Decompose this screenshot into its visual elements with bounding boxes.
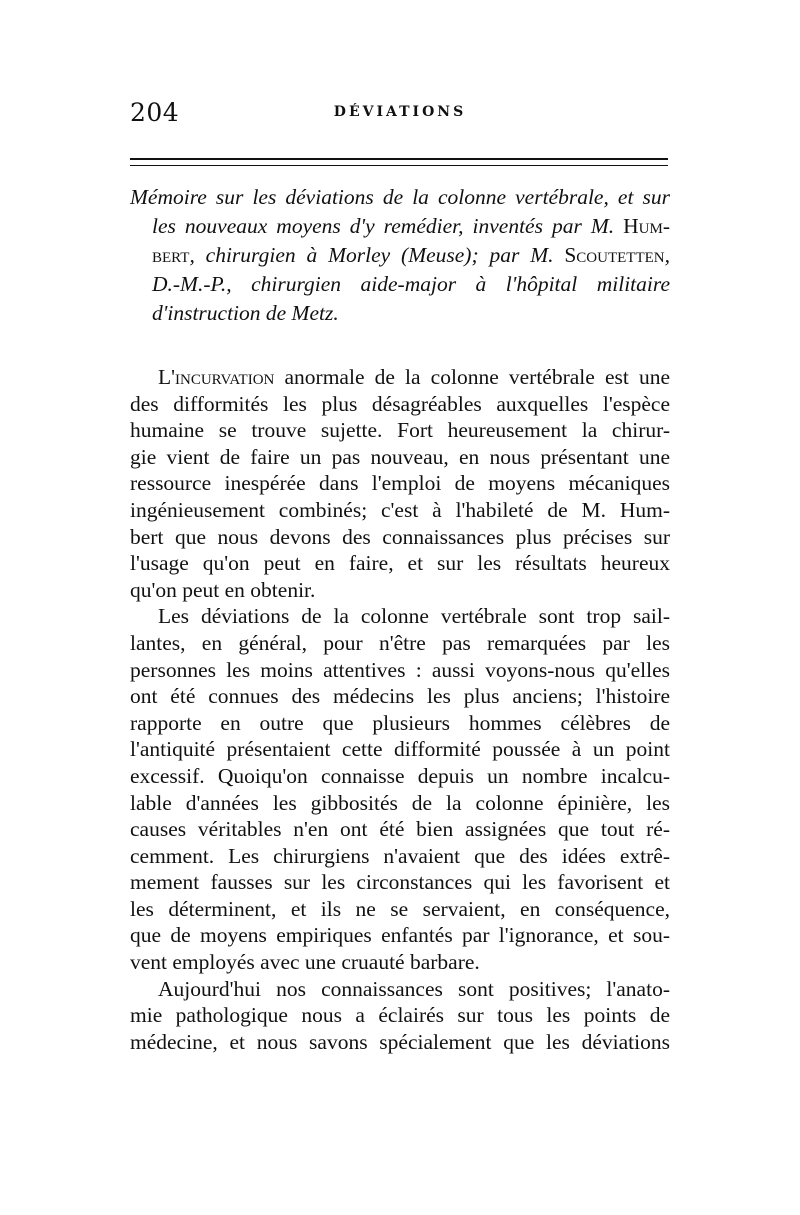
paragraph-line: l'usage qu'on peut en faire, et sur les résultats heureux bbox=[130, 551, 670, 576]
title-text: , chirurgien à Morley (Meuse); par M. bbox=[189, 243, 565, 267]
paragraph-line: humaine se trouve sujette. Fort heureusement la chirur- bbox=[130, 418, 670, 443]
paragraph-line: Les déviations de la colonne vertébrale sont trop sail- bbox=[158, 604, 670, 629]
paragraph-line: causes véritables n'en ont été bien assignées que tout ré- bbox=[130, 817, 670, 842]
author-name: bert bbox=[152, 243, 190, 267]
paragraph-line: les déterminent, et ils ne se servaient, en conséquence, bbox=[130, 896, 670, 921]
author-name: Scoutetten bbox=[564, 243, 665, 267]
paragraph-line: ingénieusement combinés; c'est à l'habileté de M. Hum- bbox=[130, 497, 670, 522]
paragraph-line: gie vient de faire un pas nouveau, en nous présentant une bbox=[130, 444, 670, 469]
title-line: D.-M.-P., chirurgien aide-major à l'hôpital militaire bbox=[152, 272, 670, 296]
title-line bbox=[130, 241, 670, 270]
paragraph-line: rapporte en outre que plusieurs hommes célèbres de bbox=[130, 710, 670, 735]
paragraph-line: mie pathologique nous a éclairés sur tous les points de bbox=[130, 1003, 670, 1028]
paragraph-line bbox=[130, 364, 670, 391]
title-text: , bbox=[664, 243, 670, 267]
header-rule-thick bbox=[130, 158, 668, 160]
article-title bbox=[130, 183, 670, 328]
paragraph-line: personnes les moins attentives : aussi voyons-nous qu'elles bbox=[130, 657, 670, 682]
paragraph-line: que de moyens empiriques enfantés par l'ignorance, et sou- bbox=[130, 923, 670, 948]
paragraph-line: mement fausses sur les circonstances qui les favorisent et bbox=[130, 870, 670, 895]
running-head: DÉVIATIONS bbox=[333, 104, 467, 120]
page-header bbox=[130, 98, 670, 128]
line-text: anormale de la colonne vertébrale est une bbox=[274, 365, 670, 389]
paragraph-line: lable d'années les gibbosités de la colonne épinière, les bbox=[130, 790, 670, 815]
paragraph-line: ressource inespérée dans l'emploi de moyens mécaniques bbox=[130, 471, 670, 496]
title-text: les nouveaux moyens d'y remédier, inventés par M. bbox=[152, 214, 624, 238]
paragraph-line: ont été connues des médecins les plus anciens; l'histoire bbox=[130, 684, 670, 709]
title-line bbox=[130, 212, 670, 241]
paragraph-line: l'antiquité présentaient cette difformité poussée à un point bbox=[130, 737, 670, 762]
paragraph-line: lantes, en général, pour n'être pas remarquées par les bbox=[130, 630, 670, 655]
page-number: 204 bbox=[130, 98, 180, 127]
title-line: Mémoire sur les déviations de la colonne vertébrale, et sur bbox=[130, 185, 670, 209]
lead-word: L'incurvation bbox=[158, 365, 275, 389]
paragraph-line: des difformités les plus désagréables auxquelles l'espèce bbox=[130, 391, 670, 416]
paragraph-line: qu'on peut en obtenir. bbox=[130, 577, 316, 602]
header-rule-thin bbox=[130, 165, 668, 166]
paragraph-line: bert que nous devons des connaissances plus précises sur bbox=[130, 524, 670, 549]
paragraph-line: Aujourd'hui nos connaissances sont positives; l'anato- bbox=[158, 976, 670, 1001]
body-text bbox=[130, 364, 670, 1055]
paragraph-line: vent employés avec une cruauté barbare. bbox=[130, 950, 480, 975]
author-name: Hum- bbox=[623, 214, 670, 238]
paragraph-line: cemment. Les chirurgiens n'avaient que des idées extrê- bbox=[130, 843, 670, 868]
paragraph-line: médecine, et nous savons spécialement que les déviations bbox=[130, 1029, 670, 1054]
paragraph-line: excessif. Quoiqu'on connaisse depuis un nombre incalcu- bbox=[130, 763, 670, 788]
title-line: d'instruction de Metz. bbox=[152, 301, 339, 325]
